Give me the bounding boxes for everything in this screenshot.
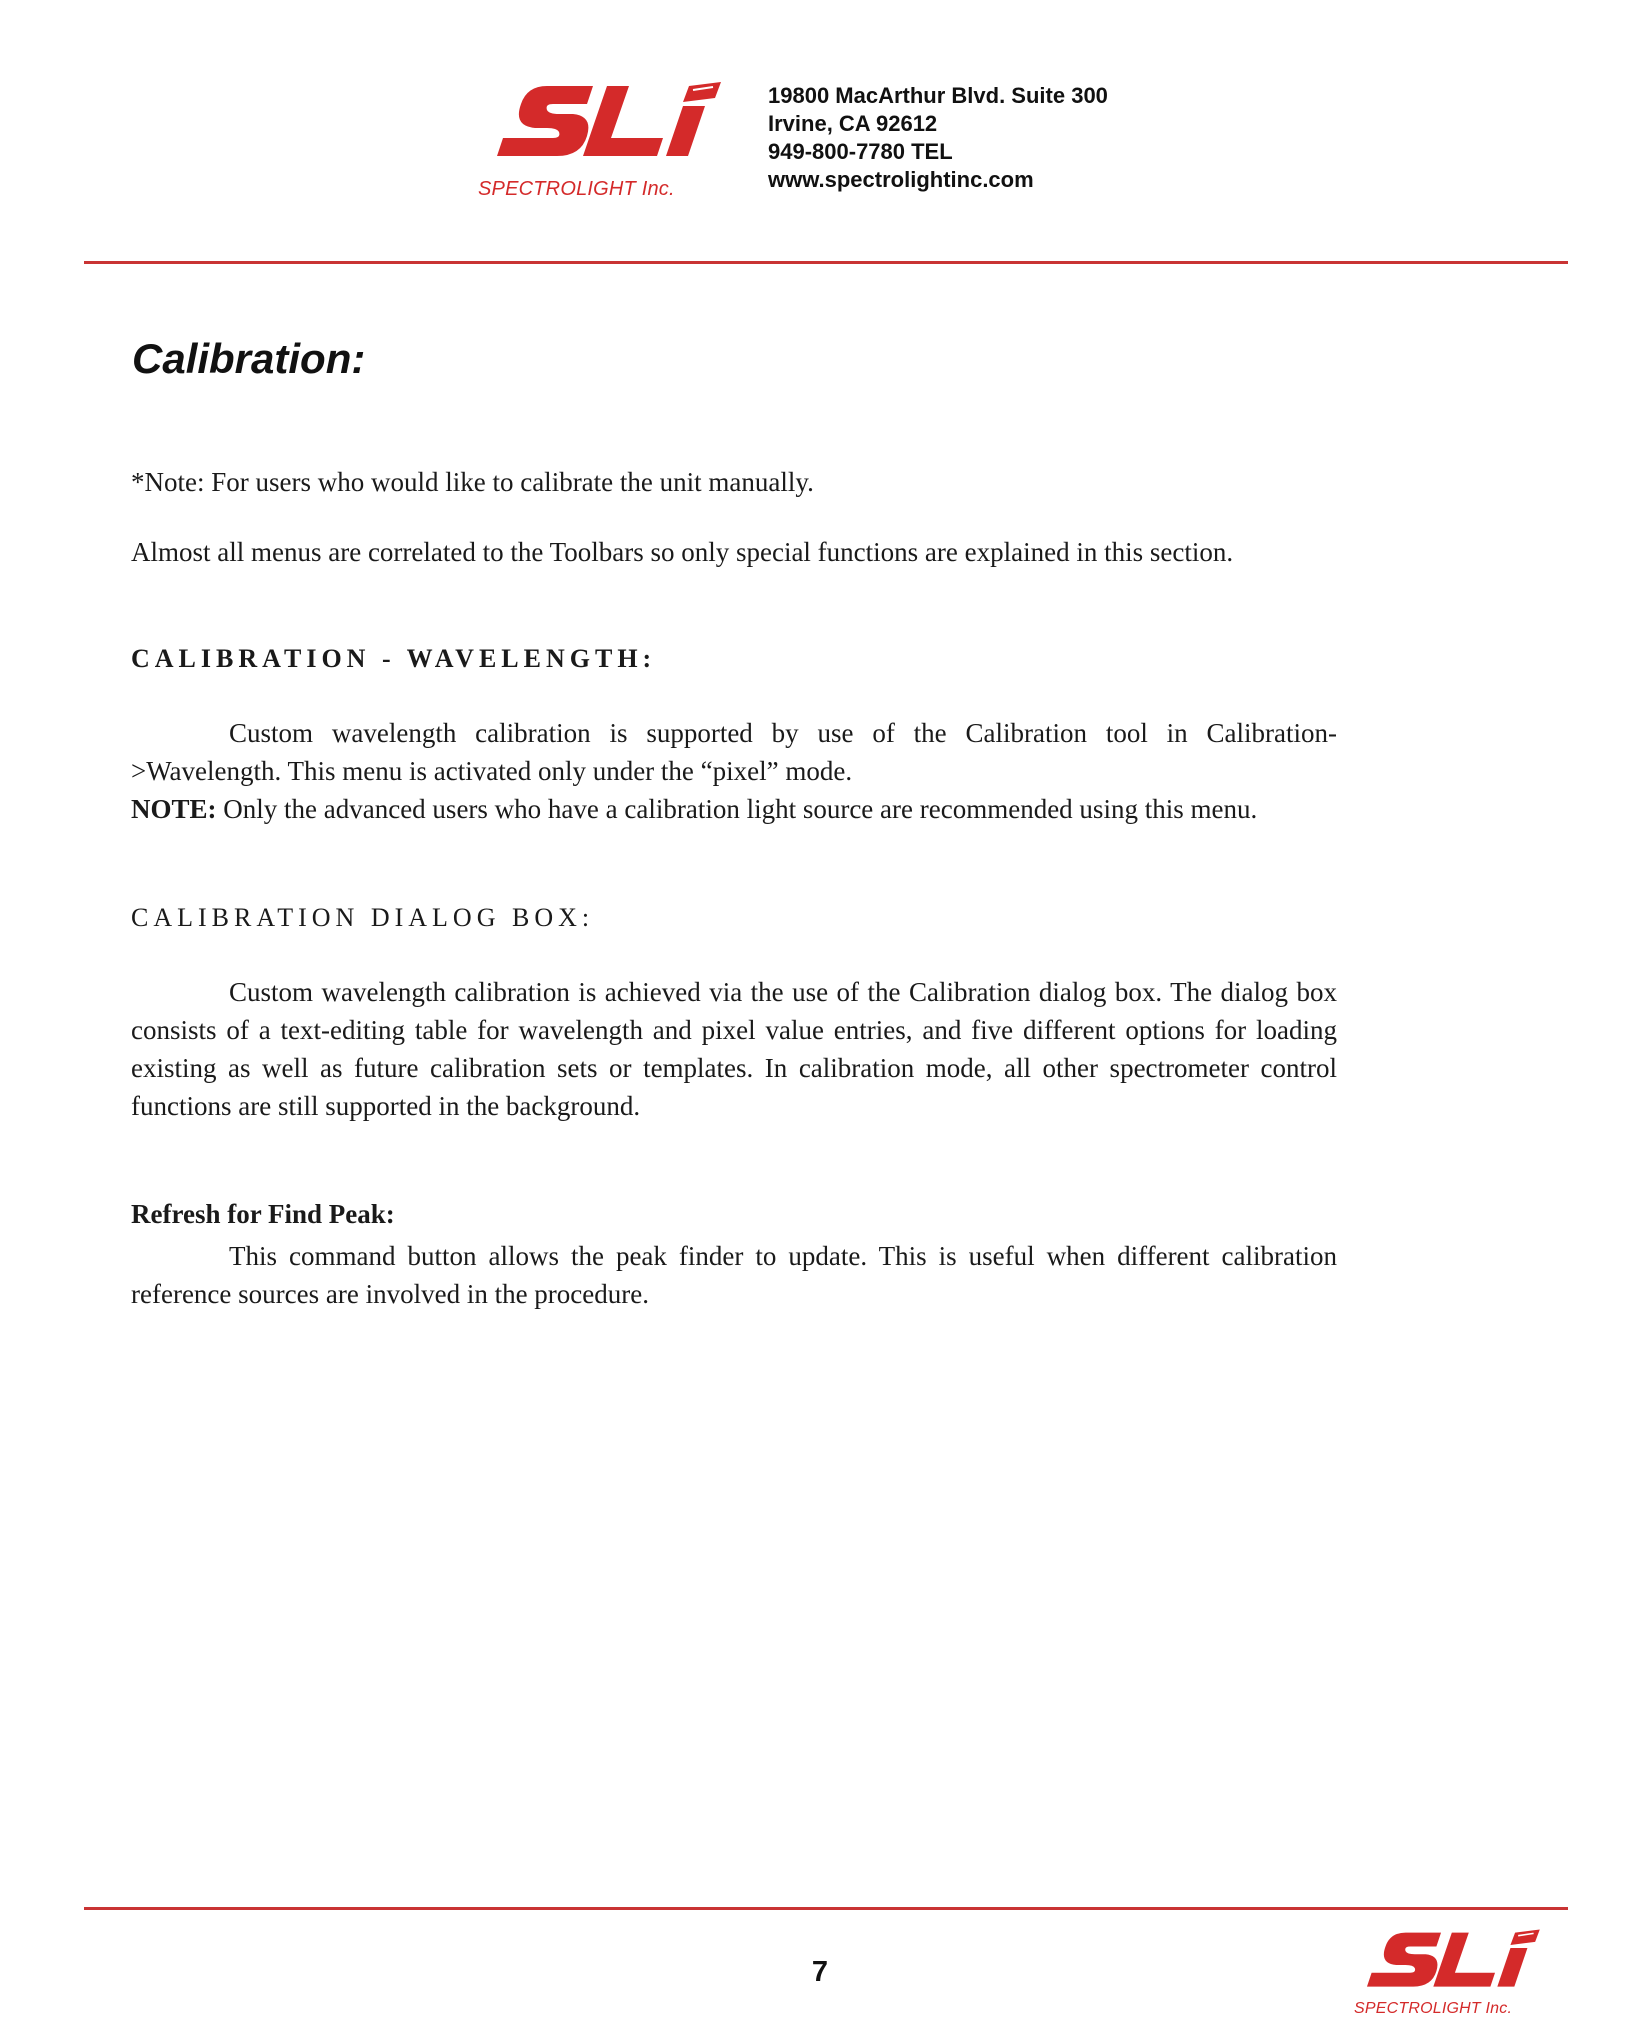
address-line-website: www.spectrolightinc.com — [768, 167, 1034, 192]
wavelength-note — [131, 790, 1337, 828]
address-line-city: Irvine, CA 92612 — [768, 111, 938, 136]
page-title: Calibration: — [132, 335, 366, 382]
page-number: 7 — [811, 1956, 829, 1988]
dialog-box-paragraph: Custom wavelength calibration is achieved via the use of the Calibration dialog box. The dialog box consists of a text-editing table for wavelength and pixel value entries, and five different options for loading existing as well as future calibration sets or templates. In calibration mode, all other spectrometer control functions are still supported in the background. — [131, 977, 1337, 1121]
footer-logo-tagline: SPECTROLIGHT Inc. — [1354, 2000, 1513, 2017]
section-heading-wavelength: CALIBRATION - WAVELENGTH: — [131, 644, 657, 673]
section-heading-dialog-box: CALIBRATION DIALOG BOX: — [131, 903, 595, 932]
refresh-paragraph: This command button allows the peak finder to update. This is useful when different calibration reference sources are involved in the procedure. — [131, 1241, 1337, 1309]
spectrolight-logo — [475, 78, 755, 178]
address-line-phone: 949-800-7780 TEL — [768, 139, 953, 164]
note-label: NOTE: — [131, 794, 217, 824]
footer-divider — [84, 1907, 1568, 1910]
wavelength-paragraph: Custom wavelength calibration is supported by use of the Calibration tool in Calibration->Wavelength. This menu is activated only under the “pixel” mode. — [131, 718, 1337, 786]
company-address — [768, 82, 1108, 194]
intro-paragraph: Almost all menus are correlated to the Toolbars so only special functions are explained in this section. — [131, 537, 1234, 567]
manual-calibration-note: *Note: For users who would like to calibrate the unit manually. — [131, 467, 814, 497]
header-divider — [84, 261, 1568, 264]
footer-spectrolight-logo — [1350, 1926, 1566, 2004]
refresh-heading: Refresh for Find Peak: — [131, 1199, 395, 1229]
note-text: Only the advanced users who have a calibration light source are recommended using this menu. — [216, 794, 1258, 824]
address-line-street: 19800 MacArthur Blvd. Suite 300 — [768, 83, 1108, 108]
logo-tagline: SPECTROLIGHT Inc. — [478, 178, 675, 200]
